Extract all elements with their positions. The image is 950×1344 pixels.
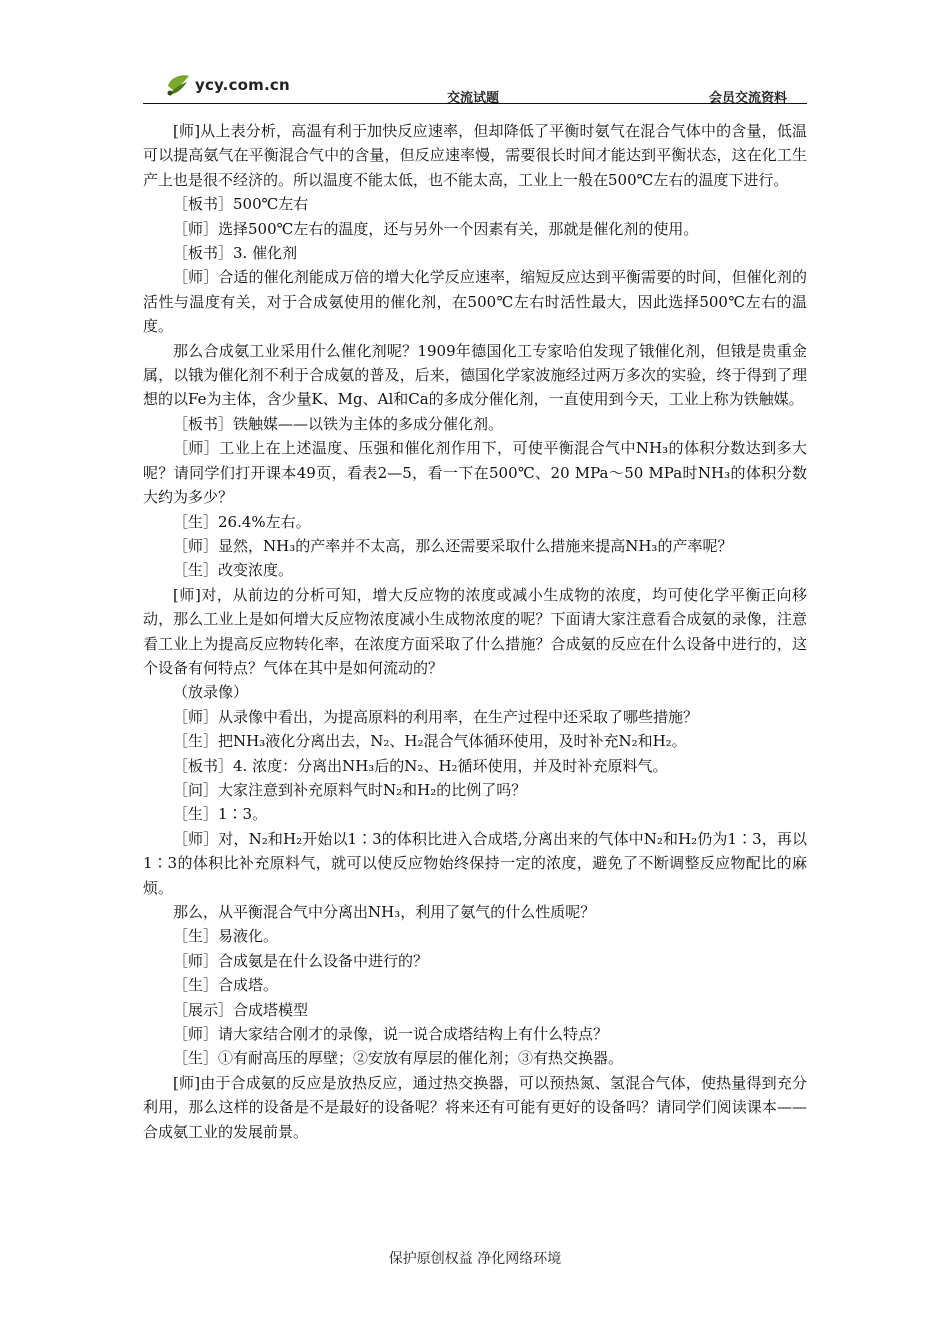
paragraph: ［师］请大家结合刚才的录像，说一说合成塔结构上有什么特点？ — [173, 1025, 609, 1044]
page-footer: 保护原创权益 净化网络环境 — [388, 1251, 562, 1267]
paragraph: ［师］对，N₂和H₂开始以1∶3的体积比进入合成塔,分离出来的气体中N₂和H₂仍为1∶3，再以1∶3的体积比补充原料气，就可以使反应物始终保持一定的浓度，避免了不断调整反应物配比的麻烦。 — [143, 829, 807, 897]
paragraph: [师]对，从前边的分析可知，增大反应物的浓度或减小生成物的浓度，均可使化学平衡正向移动，那么工业上是如何增大反应物浓度减小生成物浓度的呢？下面请大家注意看合成氨的录像，注意看工业上为提高反应物转化率，在浓度方面采取了什么措施？合成氨的反应在什么设备中进行的，这个设备有何特点？气体在其中是如何流动的？ — [143, 585, 807, 677]
paragraph: ［师］合成氨是在什么设备中进行的？ — [173, 951, 429, 970]
paragraph: ［生］26.4%左右。 — [173, 512, 311, 531]
paragraph: [师]由于合成氨的反应是放热反应，通过热交换器，可以预热氮、氢混合气体，使热量得到充分利用，那么这样的设备是不是最好的设备呢？将来还有可能有更好的设备吗？请同学们阅读课本——合成氨工业的发展前景。 — [143, 1073, 807, 1141]
paragraph: （放录像） — [173, 683, 249, 702]
header-right-label: 会员交流资料 — [708, 91, 787, 106]
logo-text: ycy.com.cn — [195, 76, 290, 94]
paragraph: ［师］从录像中看出，为提高原料的利用率，在生产过程中还采取了哪些措施？ — [173, 707, 699, 726]
site-logo[interactable] — [165, 72, 290, 98]
header-center-label: 交流试题 — [447, 91, 500, 106]
paragraph: ［问］大家注意到补充原料气时N₂和H₂的比例了吗？ — [173, 780, 527, 799]
document-body — [143, 119, 807, 1144]
paragraph: ［师］选择500℃左右的温度，还与另外一个因素有关，那就是催化剂的使用。 — [173, 219, 699, 238]
paragraph: ［板书］3. 催化剂 — [173, 244, 298, 263]
paragraph: ［展示］合成塔模型 — [173, 1000, 309, 1019]
paragraph: ［生］改变浓度。 — [173, 561, 294, 580]
paragraph: 那么，从平衡混合气中分离出NH₃，利用了氨气的什么性质呢？ — [173, 903, 596, 921]
paragraph: ［生］易液化。 — [173, 927, 279, 946]
paragraph: ［板书］铁触媒——以铁为主体的多成分催化剂。 — [173, 414, 504, 433]
paragraph: 那么合成氨工业采用什么催化剂呢？1909年德国化工专家哈伯发现了锇催化剂，但锇是贵重金属，以锇为催化剂不利于合成氨的普及，后来，德国化学家波施经过两万多次的实验，终于得到了理想的以Fe为主体，含少量K、Mg、Al和Ca的多成分催化剂，一直使用到今天，工业上称为铁触媒。 — [143, 341, 807, 409]
paragraph: ［师］合适的催化剂能成万倍的增大化学反应速率，缩短反应达到平衡需要的时间，但催化剂的活性与温度有关，对于合成氨使用的催化剂，在500℃左右时活性最大，因此选择500℃左右的温度。 — [143, 268, 807, 336]
paragraph: ［生］1∶3。 — [173, 805, 268, 824]
paragraph: ［生］合成塔。 — [173, 976, 279, 995]
paragraph: ［板书］500℃左右 — [173, 195, 309, 214]
paragraph: [师]从上表分析，高温有利于加快反应速率，但却降低了平衡时氨气在混合气体中的含量，低温可以提高氨气在平衡混合气中的含量，但反应速率慢，需要很长时间才能达到平衡状态，这在化工生产上也是很不经济的。所以温度不能太低，也不能太高，工业上一般在500℃左右的温度下进行。 — [143, 122, 807, 189]
paragraph: ［生］把NH₃液化分离出去，N₂、H₂混合气体循环使用，及时补充N₂和H₂。 — [173, 732, 687, 751]
leaf-logo-icon — [165, 72, 191, 98]
paragraph: ［生］①有耐高压的厚壁；②安放有厚层的催化剂；③有热交换器。 — [173, 1049, 624, 1068]
page-header — [143, 66, 807, 104]
paragraph: ［师］工业上在上述温度、压强和催化剂作用下，可使平衡混合气中NH₃的体积分数达到多大呢？请同学们打开课本49页，看表2—5，看一下在500℃、20 MPa～50 MPa时NH₃的体积分数大约为多少？ — [143, 439, 807, 507]
paragraph: ［师］显然，NH₃的产率并不太高，那么还需要采取什么措施来提高NH₃的产率呢？ — [173, 536, 733, 555]
header-divider — [143, 103, 807, 104]
paragraph: ［板书］4. 浓度：分离出NH₃后的N₂、H₂循环使用，并及时补充原料气。 — [173, 756, 668, 775]
